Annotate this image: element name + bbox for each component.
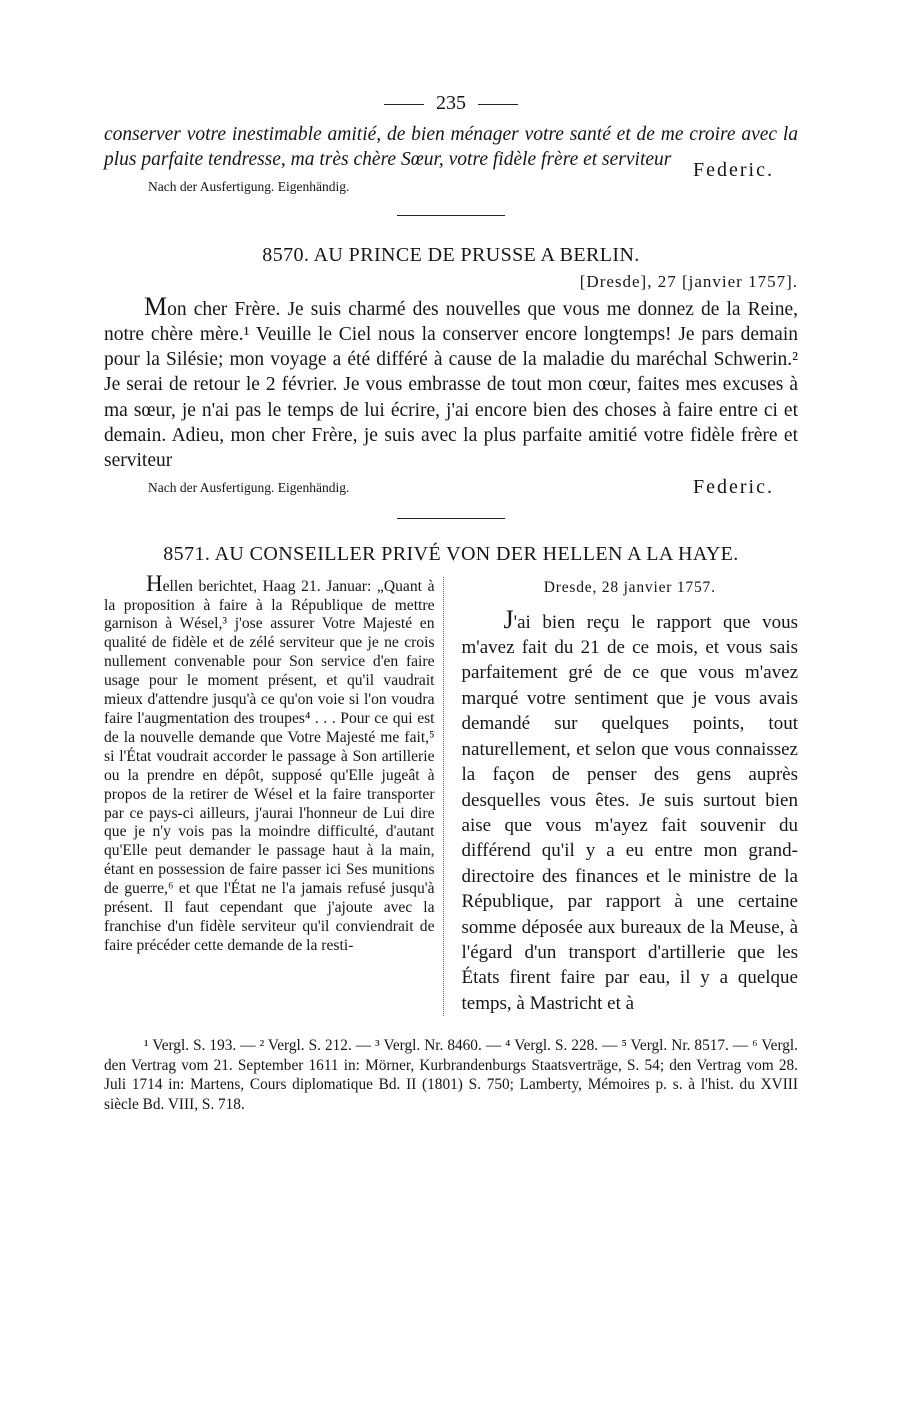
source-note: Nach der Ausfertigung. Eigenhändig.	[148, 479, 350, 495]
previous-letter-closing: conserver votre inestimable amitié, de bien ménager votre santé et de me croire avec la plus parfaite tendresse, ma très chère Sœur, votre fidèle frère et serviteur	[104, 124, 798, 171]
report-summary-column	[104, 571, 435, 1017]
two-column-section	[104, 571, 798, 1017]
letter-8570-body	[104, 291, 798, 474]
initial-letter: J	[503, 604, 514, 634]
previous-letter-footer	[104, 158, 798, 199]
column-divider	[443, 577, 444, 1017]
report-summary-text: ellen berichtet, Haag 21. Januar: „Quant à la proposition à faire à la République de mettre garnison à Wésel,³ j'ose assurer Votre Majesté en qualité de fidèle et de zélé serviteur que je ne crois nullement convenable pour Son service d'en faire usage pour le moment présent, et qu'il vaudrait mieux d'attendre jusqu'à ce qu'on voie si l'on voudra faire l'augmentation des troupes⁴ . . . Pour ce qui est de la nouvelle demande que Votre Majesté me fait,⁵ si l'État voudrait accorder le passage à Son artillerie ou la prendre en dépôt, supposé qu'Elle jugeât à propos de la retirer de Wésel et la faire transporter par ce pays-ci ailleurs, j'aurai l'honneur de Lui dire que je n'y vois pas la moindre difficulté, d'autant qu'Elle peut demander le passage haut à la main, étant en possession de faire passer ici Ses munitions de guerre,⁶ et que l'État ne l'a jamais refusé jusqu'à présent. Il faut cependant que j'ajoute avec la franchise d'un fidèle serviteur qu'il conviendrait de faire précéder cette demande de la resti-	[104, 577, 435, 954]
letter-8571-date: Dresde, 28 janvier 1757.	[543, 578, 716, 596]
section-divider	[397, 215, 505, 216]
page-header	[104, 88, 798, 118]
letter-8570-date: [Dresde], 27 [janvier 1757].	[579, 271, 798, 291]
section-divider	[397, 518, 505, 519]
letter-8570-footer	[104, 474, 798, 500]
initial-letter: H	[146, 570, 163, 596]
document-page	[104, 88, 798, 1114]
header-dash-left	[384, 104, 424, 105]
letter-8571-body	[461, 604, 798, 1017]
initial-letter: M	[144, 291, 168, 321]
letter-8571-text: 'ai bien reçu le rapport que vous m'avez fait du 21 de ce mois, et vous sais parfaitement gré de ce que vous m'avez marqué votre sentiment que je vous avais demandé sur quelques points, tout naturellement, et selon que vous connaissez la façon de penser des gens auprès desquelles vous êtes. Je suis surtout bien aise que vous m'ayez fait souvenir du différend qu'il y a eu entre mon grand-directoire des finances et le ministre de la République, par rapport à une certaine somme déposée aux bureaux de la Meuse, à l'égard d'un transport d'artillerie que les États firent faire par eau, il y a quelque temps, à Mastricht et à	[461, 611, 798, 1014]
letter-8570-heading: 8570. AU PRINCE DE PRUSSE A BERLIN.	[262, 243, 640, 266]
source-note: Nach der Ausfertigung. Eigenhändig.	[148, 178, 350, 194]
header-dash-right	[478, 104, 518, 105]
signature: Federic.	[693, 475, 774, 498]
letter-8570-text: on cher Frère. Je suis charmé des nouvelles que vous me donnez de la Reine, notre chère mère.¹ Veuille le Ciel nous la conserver encore longtemps! Je pars demain pour la Silésie; mon voyage a été différé à cause de la maladie du maréchal Schwerin.² Je serai de retour le 2 février. Je vous embrasse de tout mon cœur, faites mes excuses à ma sœur, je n'ai pas le temps de lui écrire, j'ai encore bien des choses à faire entre ci et demain. Adieu, mon cher Frère, je suis avec la plus parfaite amitié votre fidèle frère et serviteur	[104, 298, 798, 472]
reply-column	[462, 571, 798, 1017]
letter-8571-heading: 8571. AU CONSEILLER PRIVÉ VON DER HELLEN A LA HAYE.	[163, 542, 739, 565]
signature: Federic.	[693, 158, 774, 181]
footnotes: ¹ Vergl. S. 193. — ² Vergl. S. 212. — ³ Vergl. Nr. 8460. — ⁴ Vergl. S. 228. — ⁵ Vergl. Nr. 8517. — ⁶ Vergl. den Vertrag vom 21. September 1611 in: Mörner, Kurbrandenburgs Staatsverträge, S. 54; den Vertrag vom 28. Juli 1714 in: Martens, Cours diplomatique Bd. II (1801) S. 750; Lamberty, Mémoires p. s. à l'hist. du XVIII siècle Bd. VIII, S. 718.	[104, 1037, 798, 1113]
page-number: 235	[436, 92, 466, 114]
